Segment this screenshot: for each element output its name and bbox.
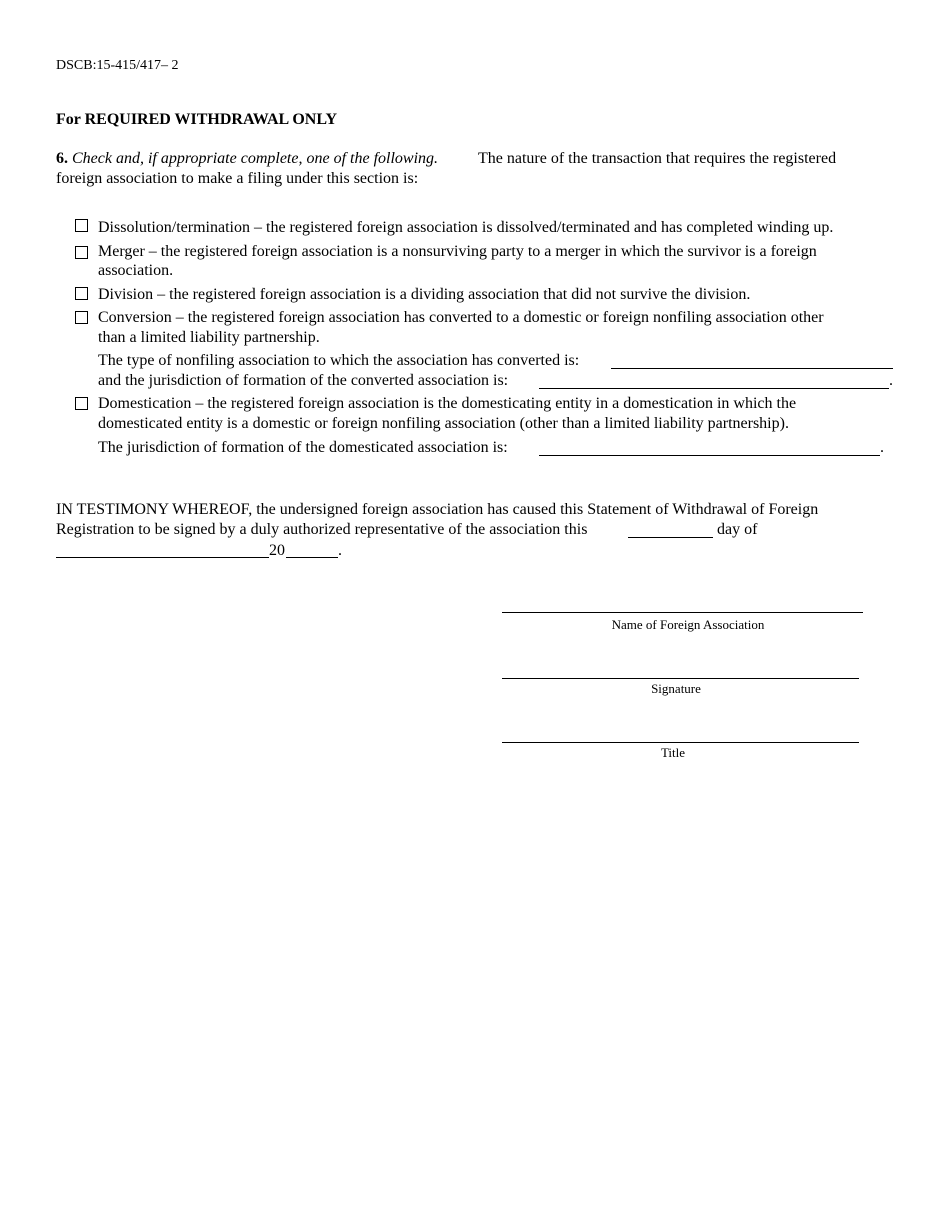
testimony-year-field[interactable] <box>286 557 338 558</box>
form-id: DSCB:15-415/417– 2 <box>56 58 179 73</box>
association-name-label: Name of Foreign Association <box>611 617 765 632</box>
domestication-period: . <box>880 439 884 456</box>
association-name-field[interactable] <box>502 612 863 613</box>
dissolution-checkbox[interactable] <box>75 219 88 232</box>
testimony-line1: IN TESTIMONY WHEREOF, the undersigned foreign association has caused this Statement of Withdrawal of Foreign <box>56 501 819 518</box>
conversion-period: . <box>889 372 893 389</box>
signature-label: Signature <box>651 681 701 696</box>
domestication-label-line2: domesticated entity is a domestic or foreign nonfiling association (other than a limited liability partnership). <box>98 415 789 432</box>
domestication-checkbox[interactable] <box>75 397 88 410</box>
conversion-jurisdiction-field[interactable] <box>539 388 889 389</box>
conversion-type-label: The type of nonfiling association to which the association has converted is: <box>98 352 580 369</box>
nature-text-line1: The nature of the transaction that requires the registered <box>478 150 837 167</box>
merger-checkbox[interactable] <box>75 246 88 259</box>
nature-text-line2: foreign association to make a filing under this section is: <box>56 170 419 187</box>
conversion-checkbox[interactable] <box>75 311 88 324</box>
item-instruction: Check and, if appropriate complete, one of the following. <box>72 150 439 167</box>
conversion-type-field[interactable] <box>611 368 893 369</box>
section-heading: For REQUIRED WITHDRAWAL ONLY <box>56 111 338 128</box>
division-label: Division – the registered foreign association is a dividing association that did not survive the division. <box>98 286 751 303</box>
testimony-period: . <box>338 542 342 559</box>
testimony-year-prefix: 20 <box>269 542 285 559</box>
testimony-month-field[interactable] <box>56 557 269 558</box>
signature-field[interactable] <box>502 678 859 679</box>
domestication-jurisdiction-field[interactable] <box>539 455 880 456</box>
merger-label-line2: association. <box>98 262 174 279</box>
division-checkbox[interactable] <box>75 287 88 300</box>
conversion-jurisdiction-label: and the jurisdiction of formation of the converted association is: <box>98 372 509 389</box>
title-field[interactable] <box>502 742 859 743</box>
conversion-label-line2: than a limited liability partnership. <box>98 329 320 346</box>
conversion-label-line1: Conversion – the registered foreign association has converted to a domestic or foreign nonfiling association other <box>98 309 824 326</box>
testimony-line2: Registration to be signed by a duly authorized representative of the association this <box>56 521 588 538</box>
domestication-jurisdiction-label: The jurisdiction of formation of the domesticated association is: <box>98 439 508 456</box>
domestication-label-line1: Domestication – the registered foreign association is the domesticating entity in a domestication in which the <box>98 395 797 412</box>
testimony-day-field[interactable] <box>628 537 713 538</box>
item-number: 6. <box>56 150 68 167</box>
item-6-intro <box>56 149 438 169</box>
dissolution-label: Dissolution/termination – the registered foreign association is dissolved/terminated and has completed winding up. <box>98 219 834 236</box>
title-label: Title <box>660 745 686 760</box>
merger-label-line1: Merger – the registered foreign association is a nonsurviving party to a merger in which the survivor is a foreign <box>98 243 817 260</box>
testimony-day-of: day of <box>717 521 758 538</box>
